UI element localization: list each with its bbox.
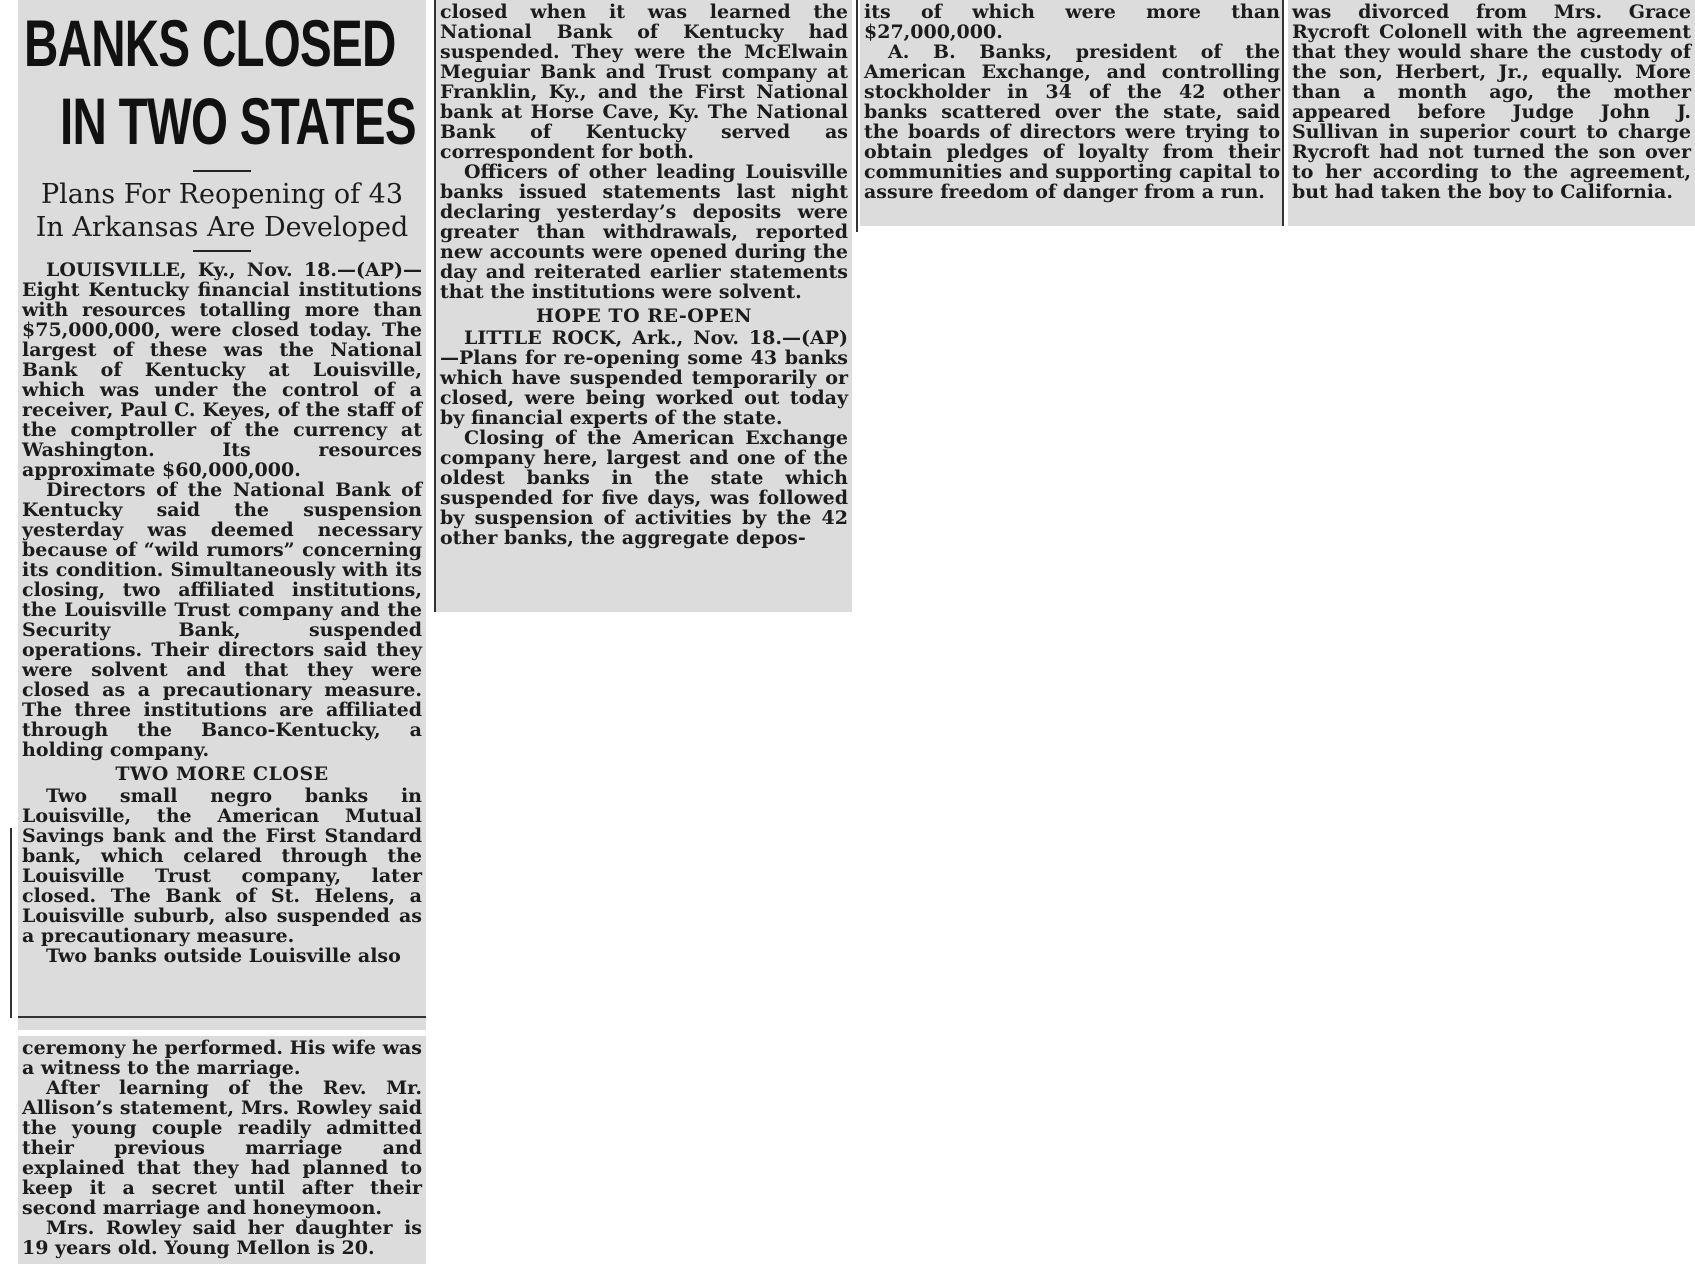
headline-line-1: BANKS CLOSED — [24, 6, 396, 80]
paragraph: After learning of the Rev. Mr. Allison’s statement, Mrs. Rowley said the young couple readily admitted their previous marriage and explained that they had planned to keep it a secret until after their second marriage and honeymoon. — [22, 1077, 422, 1219]
column-3-clipping — [860, 0, 1284, 226]
headline-divider — [193, 170, 251, 172]
column-rule — [1282, 0, 1284, 226]
headline-block — [18, 0, 426, 160]
paragraph: was divorced from Mrs. Grace Rycroft Colonell with the agreement that they would share the custody of the son, Herbert, Jr., equally. More than a month ago, the mother appeared before Judge John J. Sullivan in superior court to charge Rycroft had not turned the son over to her according to the agreement, but had taken the boy to California. — [1292, 1, 1691, 203]
column-rule — [434, 0, 436, 612]
column-rule — [10, 828, 12, 1018]
deck-divider — [193, 250, 251, 252]
column-2-clipping — [436, 0, 852, 612]
paragraph: Officers of other leading Louisville banks issued statements last night declaring yesterday’s deposits were greater than withdrawals, reported new accounts were opened during the day and reiterated earlier statements that the institutions were solvent. — [440, 161, 848, 303]
paragraph: Two small negro banks in Louisville, the American Mutual Savings bank and the First Standard bank, which celared through the Louisville Trust company, later closed. The Bank of St. Helens, a Louisville suburb, also suspended as a precautionary measure. — [22, 785, 422, 947]
column-4-text — [1288, 0, 1695, 204]
column-1-clipping — [18, 0, 426, 1030]
paragraph: LITTLE ROCK, Ark., Nov. 18.—(AP)—Plans for re-opening some 43 banks which have suspended temporarily or closed, were being worked out today by financial experts of the state. — [440, 327, 848, 429]
column-rule — [856, 0, 858, 232]
story-divider — [18, 1016, 426, 1018]
column-3-text — [860, 0, 1284, 204]
paragraph: Directors of the National Bank of Kentucky said the suspension yesterday was deemed necessary because of “wild rumors” concerning its condition. Simultaneously with its closing, two affiliated institutions, the Louisville Trust company and the Security Bank, suspended operations. Their directors said they were solvent and that they were closed as a precautionary measure. The three institutions are affiliated through the Banco-Kentucky, a holding company. — [22, 479, 422, 761]
paragraph: its of which were more than $27,000,000. — [864, 1, 1280, 43]
paragraph: Mrs. Rowley said her daughter is 19 years old. Young Mellon is 20. — [22, 1217, 422, 1259]
subheadline: Plans For Reopening of 43 In Arkansas Are Developed — [35, 179, 409, 243]
paragraph: LOUISVILLE, Ky., Nov. 18.—(AP)—Eight Kentucky financial institutions with resources totalling more than $75,000,000, were closed today. The largest of these was the National Bank of Kentucky at Louisville, which was under the control of a receiver, Paul C. Keyes, of the staff of the comptroller of the currency at Washington. Its resources approximate $60,000,000. — [22, 259, 422, 481]
column-1-text — [18, 258, 426, 968]
headline-line-2: IN TWO STATES — [60, 84, 416, 158]
paragraph: Closing of the American Exchange company here, largest and one of the oldest banks in the state which suspended for five days, was followed by suspension of activities by the 42 other banks, the aggregate depos- — [440, 427, 848, 549]
paragraph: Two banks outside Louisville also — [46, 945, 401, 967]
paragraph: ceremony he performed. His wife was a witness to the marriage. — [22, 1037, 422, 1079]
column-2-text — [436, 0, 852, 550]
paragraph: closed when it was learned the National Bank of Kentucky had suspended. They were the McElwain Meguiar Bank and Trust company at Franklin, Ky., and the First National bank at Horse Cave, Ky. The National Bank of Kentucky served as correspondent for both. — [440, 1, 848, 163]
section-subhead: HOPE TO RE-OPEN — [536, 305, 752, 327]
column-1b-text — [18, 1036, 426, 1260]
column-1b-clipping — [18, 1036, 426, 1264]
column-4-clipping — [1288, 0, 1695, 226]
section-subhead: TWO MORE CLOSE — [115, 763, 329, 785]
paragraph: A. B. Banks, president of the American Exchange, and controlling stockholder in 34 of the 42 other banks scattered over the state, said the boards of directors were trying to obtain pledges of loyalty from their communities and supporting capital to assure freedom of danger from a run. — [864, 41, 1280, 203]
